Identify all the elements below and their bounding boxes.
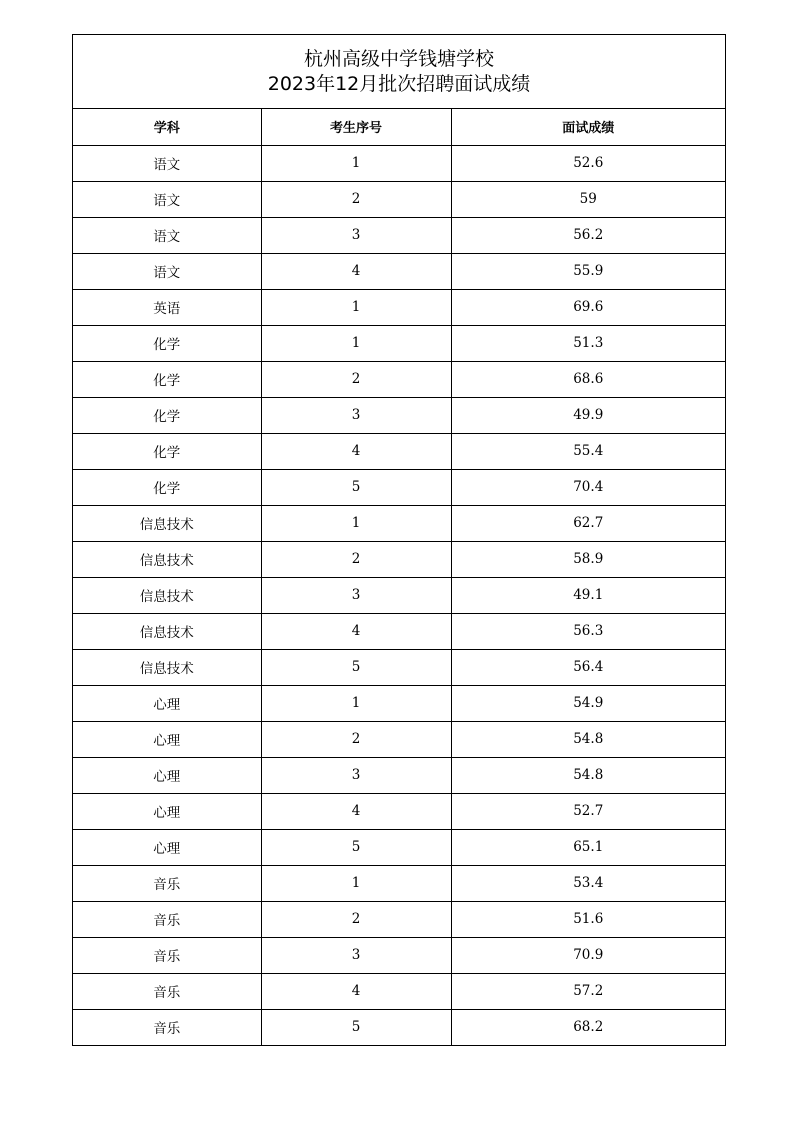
cell-candidate-number: 1 <box>261 865 451 901</box>
cell-interview-score: 70.4 <box>451 469 725 505</box>
table-row <box>73 865 725 901</box>
cell-candidate-number: 3 <box>261 577 451 613</box>
cell-subject: 音乐 <box>73 901 261 937</box>
cell-candidate-number: 4 <box>261 613 451 649</box>
table-row <box>73 469 725 505</box>
table-row <box>73 901 725 937</box>
table-row <box>73 937 725 973</box>
cell-interview-score: 59 <box>451 181 725 217</box>
cell-subject: 信息技术 <box>73 541 261 577</box>
cell-candidate-number: 1 <box>261 145 451 181</box>
cell-interview-score: 69.6 <box>451 289 725 325</box>
cell-subject: 心理 <box>73 685 261 721</box>
table-row <box>73 1009 725 1045</box>
cell-candidate-number: 4 <box>261 973 451 1009</box>
table-row <box>73 325 725 361</box>
cell-subject: 语文 <box>73 217 261 253</box>
table-row <box>73 541 725 577</box>
cell-candidate-number: 3 <box>261 397 451 433</box>
cell-interview-score: 55.9 <box>451 253 725 289</box>
cell-subject: 英语 <box>73 289 261 325</box>
cell-subject: 信息技术 <box>73 577 261 613</box>
cell-interview-score: 68.6 <box>451 361 725 397</box>
table-row <box>73 505 725 541</box>
cell-subject: 信息技术 <box>73 505 261 541</box>
cell-subject: 化学 <box>73 469 261 505</box>
cell-subject: 心理 <box>73 793 261 829</box>
cell-candidate-number: 2 <box>261 901 451 937</box>
cell-interview-score: 51.6 <box>451 901 725 937</box>
cell-interview-score: 54.9 <box>451 685 725 721</box>
cell-subject: 音乐 <box>73 973 261 1009</box>
cell-interview-score: 56.2 <box>451 217 725 253</box>
cell-subject: 化学 <box>73 361 261 397</box>
cell-candidate-number: 5 <box>261 469 451 505</box>
table-row <box>73 145 725 181</box>
header-candidate-number: 考生序号 <box>261 109 451 145</box>
cell-subject: 心理 <box>73 721 261 757</box>
cell-interview-score: 49.9 <box>451 397 725 433</box>
cell-interview-score: 52.6 <box>451 145 725 181</box>
cell-interview-score: 51.3 <box>451 325 725 361</box>
table-row <box>73 973 725 1009</box>
cell-interview-score: 54.8 <box>451 721 725 757</box>
table-header-row <box>73 109 725 145</box>
cell-interview-score: 56.4 <box>451 649 725 685</box>
cell-interview-score: 53.4 <box>451 865 725 901</box>
table-row <box>73 721 725 757</box>
cell-candidate-number: 3 <box>261 757 451 793</box>
cell-candidate-number: 2 <box>261 721 451 757</box>
table-row <box>73 361 725 397</box>
cell-subject: 语文 <box>73 181 261 217</box>
cell-interview-score: 57.2 <box>451 973 725 1009</box>
title-school-name: 杭州高级中学钱塘学校 <box>303 47 494 70</box>
cell-subject: 信息技术 <box>73 649 261 685</box>
cell-subject: 化学 <box>73 433 261 469</box>
cell-subject: 音乐 <box>73 937 261 973</box>
cell-interview-score: 49.1 <box>451 577 725 613</box>
cell-candidate-number: 1 <box>261 325 451 361</box>
cell-interview-score: 70.9 <box>451 937 725 973</box>
table-row <box>73 181 725 217</box>
cell-candidate-number: 2 <box>261 181 451 217</box>
cell-interview-score: 68.2 <box>573 1019 604 1036</box>
cell-subject: 心理 <box>73 829 261 865</box>
cell-interview-score: 52.7 <box>451 793 725 829</box>
table-row <box>73 217 725 253</box>
cell-interview-score: 58.9 <box>451 541 725 577</box>
cell-candidate-number: 2 <box>261 361 451 397</box>
cell-candidate-number: 3 <box>261 937 451 973</box>
cell-interview-score: 55.4 <box>451 433 725 469</box>
cell-interview-score: 54.8 <box>451 757 725 793</box>
cell-subject: 化学 <box>73 325 261 361</box>
cell-interview-score: 56.3 <box>451 613 725 649</box>
cell-candidate-number: 2 <box>261 541 451 577</box>
table-row <box>73 397 725 433</box>
cell-subject: 信息技术 <box>73 613 261 649</box>
cell-candidate-number: 1 <box>261 289 451 325</box>
cell-candidate-number: 4 <box>261 793 451 829</box>
cell-subject: 语文 <box>73 253 261 289</box>
table-row <box>73 829 725 865</box>
cell-candidate-number: 5 <box>261 1009 451 1045</box>
cell-candidate-number: 3 <box>261 217 451 253</box>
table-row <box>73 289 725 325</box>
cell-subject: 语文 <box>73 145 261 181</box>
table-row <box>73 613 725 649</box>
title-batch-description: 2023年12月批次招聘面试成绩 <box>267 72 531 95</box>
cell-subject: 化学 <box>73 397 261 433</box>
cell-candidate-number: 1 <box>261 505 451 541</box>
cell-interview-score: 62.7 <box>451 505 725 541</box>
cell-candidate-number: 4 <box>261 433 451 469</box>
cell-subject: 音乐 <box>73 1009 261 1045</box>
cell-candidate-number: 4 <box>261 253 451 289</box>
cell-interview-score: 65.1 <box>451 829 725 865</box>
score-table <box>73 109 725 1045</box>
table-row <box>73 793 725 829</box>
cell-candidate-number: 1 <box>261 685 451 721</box>
cell-candidate-number: 5 <box>261 649 451 685</box>
table-row <box>73 649 725 685</box>
cell-subject: 心理 <box>73 757 261 793</box>
score-sheet <box>72 34 726 1046</box>
table-row <box>73 253 725 289</box>
table-row <box>73 685 725 721</box>
document-title <box>73 35 725 109</box>
header-subject: 学科 <box>73 109 261 145</box>
table-row <box>73 577 725 613</box>
cell-subject: 音乐 <box>73 865 261 901</box>
table-row <box>73 757 725 793</box>
table-row <box>73 433 725 469</box>
header-interview-score: 面试成绩 <box>451 109 725 145</box>
cell-candidate-number: 5 <box>261 829 451 865</box>
